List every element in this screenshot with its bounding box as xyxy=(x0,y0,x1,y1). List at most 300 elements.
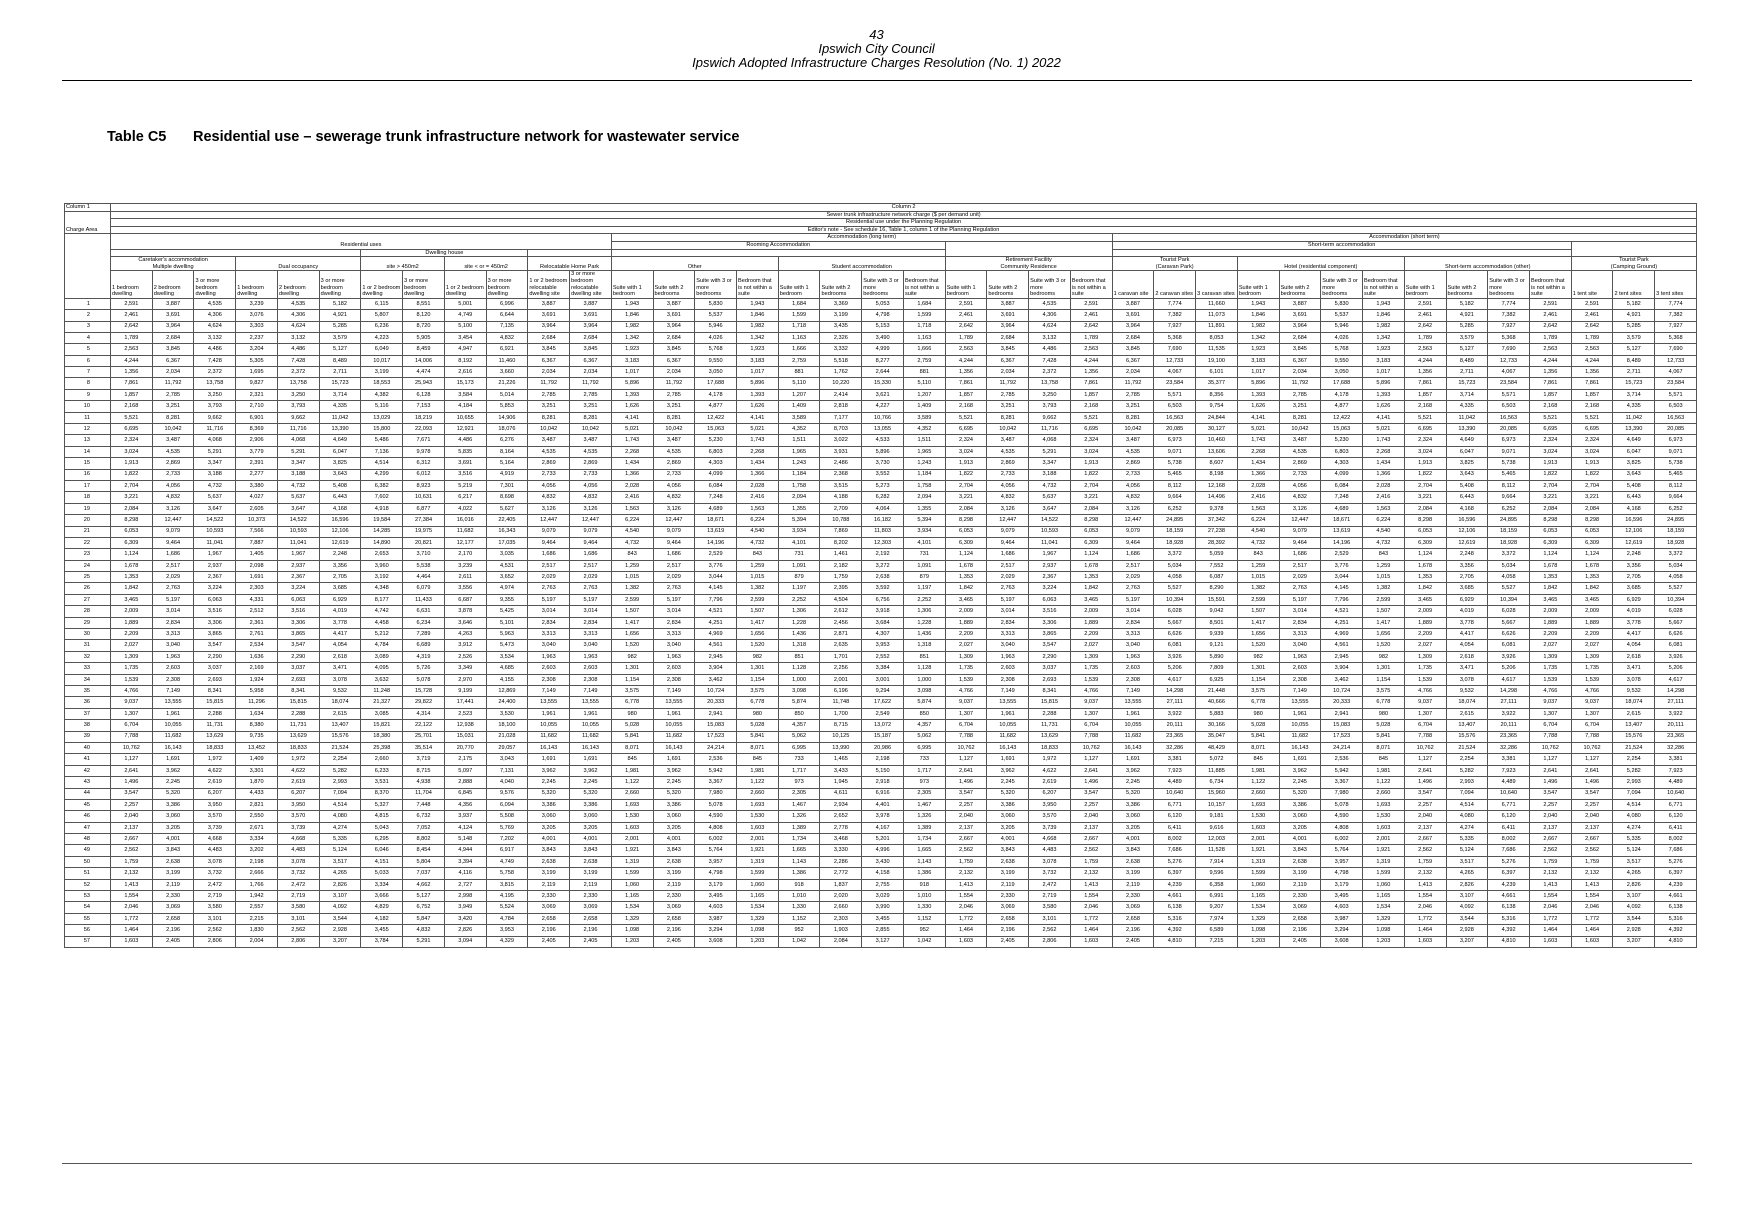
table-cell: 2,416 xyxy=(1237,492,1279,503)
table-cell: 1,717 xyxy=(778,765,820,776)
table-cell: 4,244 xyxy=(945,355,987,366)
table-cell: 1,684 xyxy=(903,298,945,309)
table-cell: 3,471 xyxy=(1446,663,1488,674)
table-cell: 1,759 xyxy=(1404,856,1446,867)
table-cell: 2,727 xyxy=(444,879,486,890)
table-cell: 9,079 xyxy=(528,526,570,537)
table-cell: 2,027 xyxy=(1529,640,1571,651)
table-cell: 2,472 xyxy=(277,879,319,890)
table-cell: 6,028 xyxy=(1154,606,1196,617)
table-cell: 1,098 xyxy=(737,925,779,936)
table-cell: 3,778 xyxy=(1613,617,1655,628)
table-cell: 4,540 xyxy=(611,526,653,537)
table-cell: 1,913 xyxy=(1571,458,1613,469)
table-cell: 2,084 xyxy=(820,936,862,947)
table-cell: 11,716 xyxy=(1029,424,1071,435)
table-cell: 12,733 xyxy=(1655,355,1697,366)
table-cell: 2,785 xyxy=(653,389,695,400)
table-cell: 1,857 xyxy=(945,389,987,400)
table-cell: 4,514 xyxy=(319,799,361,810)
table-cell: 4,274 xyxy=(1446,822,1488,833)
table-cell: 2,308 xyxy=(1112,674,1154,685)
table-cell: 5,841 xyxy=(737,731,779,742)
table-row xyxy=(65,310,1697,321)
table-cell: 5,033 xyxy=(361,868,403,879)
charge-area-cell: 30 xyxy=(65,629,111,640)
table-cell: 10,125 xyxy=(820,731,862,742)
table-cell: 2,245 xyxy=(152,777,194,788)
table-cell: 1,124 xyxy=(1070,549,1112,560)
table-cell: 1,326 xyxy=(778,811,820,822)
table-cell: 3,784 xyxy=(361,936,403,947)
table-cell: 8,298 xyxy=(1529,515,1571,526)
table-cell: 1,717 xyxy=(903,765,945,776)
table-cell: 3,014 xyxy=(1112,606,1154,617)
table-cell: 2,934 xyxy=(820,799,862,810)
table-cell: 1,982 xyxy=(1363,321,1405,332)
table-cell: 4,732 xyxy=(1237,537,1279,548)
table-cell: 2,667 xyxy=(1529,834,1571,845)
table-cell: 1,122 xyxy=(737,777,779,788)
table-caption: Residential use – sewerage trunk infrastructure network for wastewater service xyxy=(193,129,740,145)
table-cell: 973 xyxy=(903,777,945,788)
table-cell: 10,042 xyxy=(1112,424,1154,435)
table-cell: 2,308 xyxy=(152,674,194,685)
table-cell: 10,593 xyxy=(1029,526,1071,537)
table-cell: 4,080 xyxy=(1446,811,1488,822)
table-cell: 3,349 xyxy=(444,663,486,674)
table-cell: 2,763 xyxy=(570,583,612,594)
table-cell: 3,608 xyxy=(1321,936,1363,947)
table-cell: 2,132 xyxy=(1571,868,1613,879)
table-cell: 3,691 xyxy=(987,310,1029,321)
table-cell: 4,019 xyxy=(1446,606,1488,617)
table-cell: 6,196 xyxy=(820,686,862,697)
table-cell: 6,128 xyxy=(403,389,445,400)
table-cell: 2,599 xyxy=(737,594,779,605)
table-cell: 1,626 xyxy=(1363,401,1405,412)
council-name: Ipswich City Council xyxy=(818,41,935,56)
table-cell: 2,040 xyxy=(945,811,987,822)
table-cell: 1,203 xyxy=(1237,936,1279,947)
table-cell: 3,069 xyxy=(1112,902,1154,913)
table-cell: 3,089 xyxy=(361,651,403,662)
table-cell: 4,810 xyxy=(1488,936,1530,947)
table-cell: 11,704 xyxy=(403,788,445,799)
table-row xyxy=(65,435,1697,446)
table-cell: 1,382 xyxy=(1237,583,1279,594)
table-cell: 1,822 xyxy=(1070,469,1112,480)
table-cell: 2,759 xyxy=(903,355,945,366)
table-cell: 28,392 xyxy=(1196,537,1238,548)
table-cell: 2,658 xyxy=(570,913,612,924)
table-cell: 16,143 xyxy=(528,742,570,753)
table-cell: 27,238 xyxy=(1196,526,1238,537)
table-cell: 9,071 xyxy=(1154,446,1196,457)
table-cell: 6,367 xyxy=(1112,355,1154,366)
table-cell: 4,223 xyxy=(361,332,403,343)
column-header: Suite with 2 bedrooms xyxy=(1446,271,1488,298)
table-cell: 12,619 xyxy=(1446,537,1488,548)
table-cell: 5,197 xyxy=(1112,594,1154,605)
table-cell: 2,918 xyxy=(862,777,904,788)
table-cell: 14,522 xyxy=(1029,515,1071,526)
table-cell: 14,522 xyxy=(277,515,319,526)
charge-area-cell: 53 xyxy=(65,891,111,902)
table-cell: 6,053 xyxy=(1070,526,1112,537)
group-residential-uses: Residential uses xyxy=(111,234,612,249)
table-cell: 3,024 xyxy=(1529,446,1571,457)
table-cell: 8,715 xyxy=(403,765,445,776)
table-cell: 2,660 xyxy=(820,902,862,913)
table-cell: 11,731 xyxy=(1029,720,1071,731)
table-cell: 3,544 xyxy=(1446,913,1488,924)
charge-area-cell: 44 xyxy=(65,788,111,799)
table-cell: 2,405 xyxy=(653,936,695,947)
table-cell: 2,517 xyxy=(570,560,612,571)
table-cell: 1,963 xyxy=(528,651,570,662)
table-cell: 2,268 xyxy=(737,446,779,457)
table-cell: 1,735 xyxy=(111,663,153,674)
table-cell: 3,922 xyxy=(1488,708,1530,719)
table-cell: 2,834 xyxy=(1279,617,1321,628)
table-cell: 4,001 xyxy=(653,834,695,845)
table-cell: 7,690 xyxy=(1154,344,1196,355)
table-cell: 4,535 xyxy=(1029,298,1071,309)
table-cell: 4,685 xyxy=(486,663,528,674)
table-cell: 1,434 xyxy=(611,458,653,469)
table-cell: 3,865 xyxy=(1029,629,1071,640)
table-cell: 2,192 xyxy=(862,549,904,560)
table-cell: 6,626 xyxy=(1488,629,1530,640)
table-cell: 11,682 xyxy=(444,526,486,537)
table-cell: 4,335 xyxy=(319,401,361,412)
table-cell: 2,941 xyxy=(1321,708,1363,719)
table-cell: 5,164 xyxy=(486,458,528,469)
table-cell: 11,535 xyxy=(1196,344,1238,355)
table-cell: 5,521 xyxy=(1529,412,1571,423)
table-cell: 7,248 xyxy=(1321,492,1363,503)
table-cell: 13,758 xyxy=(1029,378,1071,389)
table-cell: 2,405 xyxy=(1112,936,1154,947)
table-cell: 1,759 xyxy=(820,572,862,583)
table-cell: 1,366 xyxy=(611,469,653,480)
table-cell: 4,141 xyxy=(737,412,779,423)
table-cell: 8,112 xyxy=(1488,480,1530,491)
table-cell: 2,405 xyxy=(152,936,194,947)
table-cell: 9,616 xyxy=(1196,822,1238,833)
table-cell: 1,743 xyxy=(737,435,779,446)
table-cell: 16,016 xyxy=(444,515,486,526)
table-cell: 2,405 xyxy=(987,936,1029,947)
table-cell: 1,554 xyxy=(111,891,153,902)
tourist-park-camping-label: Tourist Park xyxy=(1619,257,1649,264)
table-cell: 13,555 xyxy=(152,697,194,708)
table-cell: 1,386 xyxy=(778,868,820,879)
table-cell: 1,943 xyxy=(737,298,779,309)
table-cell: 3,050 xyxy=(695,367,737,378)
table-cell: 3,592 xyxy=(862,583,904,594)
table-cell: 1,656 xyxy=(737,629,779,640)
table-cell: 1,554 xyxy=(1070,891,1112,902)
table-cell: 6,224 xyxy=(611,515,653,526)
table-cell: 9,827 xyxy=(236,378,278,389)
table-cell: 8,177 xyxy=(361,594,403,605)
column-header: Suite with 1 bedroom xyxy=(611,271,653,298)
column-header: 2 bedroom dwelling xyxy=(152,271,194,298)
table-cell: 1,889 xyxy=(1571,617,1613,628)
table-cell: 2,308 xyxy=(653,674,695,685)
table-cell: 2,806 xyxy=(194,936,236,947)
charge-area-cell: 39 xyxy=(65,731,111,742)
table-cell: 1,165 xyxy=(1363,891,1405,902)
table-cell: 1,228 xyxy=(903,617,945,628)
table-cell: 3,964 xyxy=(653,321,695,332)
table-cell: 4,188 xyxy=(820,492,862,503)
table-cell: 1,539 xyxy=(945,674,987,685)
table-cell: 10,762 xyxy=(111,742,153,753)
table-cell: 3,739 xyxy=(277,822,319,833)
table-cell: 2,615 xyxy=(1446,708,1488,719)
table-cell: 16,563 xyxy=(1488,412,1530,423)
table-cell: 7,923 xyxy=(1154,765,1196,776)
table-cell: 973 xyxy=(778,777,820,788)
table-cell: 3,950 xyxy=(1029,799,1071,810)
table-cell: 2,557 xyxy=(236,902,278,913)
table-cell: 21,028 xyxy=(486,731,528,742)
table-cell: 2,638 xyxy=(862,572,904,583)
table-cell: 1,693 xyxy=(1363,799,1405,810)
table-cell: 6,309 xyxy=(1404,537,1446,548)
table-cell: 3,313 xyxy=(152,629,194,640)
table-cell: 2,705 xyxy=(319,572,361,583)
table-cell: 2,137 xyxy=(1404,822,1446,833)
table-cell: 13,555 xyxy=(1112,697,1154,708)
table-cell: 3,465 xyxy=(111,594,153,605)
table-cell: 4,001 xyxy=(1279,834,1321,845)
table-cell: 5,667 xyxy=(1154,617,1196,628)
subgroup-tourist-park-camping xyxy=(1571,257,1696,271)
table-cell: 8,459 xyxy=(403,344,445,355)
table-cell: 12,003 xyxy=(1196,834,1238,845)
table-cell: 2,619 xyxy=(277,777,319,788)
table-cell: 4,815 xyxy=(361,811,403,822)
table-cell: 5,305 xyxy=(236,355,278,366)
table-cell: 4,058 xyxy=(1655,572,1697,583)
table-cell: 1,530 xyxy=(611,811,653,822)
table-cell: 1,382 xyxy=(737,583,779,594)
table-cell: 3,107 xyxy=(1446,891,1488,902)
table-cell: 1,413 xyxy=(111,879,153,890)
table-cell: 15,063 xyxy=(695,424,737,435)
column-header: 3 or more bedroom relocatable dwelling site xyxy=(570,271,612,298)
table-cell: 3,865 xyxy=(194,629,236,640)
table-cell: 5,034 xyxy=(1655,560,1697,571)
table-cell: 2,330 xyxy=(987,891,1029,902)
table-cell: 2,367 xyxy=(277,572,319,583)
table-cell: 3,205 xyxy=(1279,822,1321,833)
table-cell: 9,071 xyxy=(1488,446,1530,457)
table-cell: 19,100 xyxy=(1196,355,1238,366)
table-cell: 5,527 xyxy=(1655,583,1697,594)
table-cell: 2,667 xyxy=(1070,834,1112,845)
table-cell: 1,913 xyxy=(1529,458,1571,469)
table-cell: 3,199 xyxy=(570,868,612,879)
table-cell: 1,309 xyxy=(1404,651,1446,662)
table-cell: 4,521 xyxy=(1321,606,1363,617)
table-cell: 23,584 xyxy=(1655,378,1697,389)
table-cell: 4,766 xyxy=(1529,686,1571,697)
table-cell: 20,085 xyxy=(1154,424,1196,435)
table-cell: 6,929 xyxy=(1613,594,1655,605)
table-cell: 22,122 xyxy=(403,720,445,731)
table-cell: 3,739 xyxy=(194,822,236,833)
table-cell: 2,534 xyxy=(236,640,278,651)
table-cell: 16,563 xyxy=(1655,412,1697,423)
table-cell: 5,021 xyxy=(1363,424,1405,435)
table-cell: 3,199 xyxy=(1279,868,1321,879)
table-cell: 18,159 xyxy=(1655,526,1697,537)
table-cell: 4,433 xyxy=(236,788,278,799)
table-cell: 1,789 xyxy=(111,332,153,343)
table-cell: 2,704 xyxy=(1571,480,1613,491)
table-cell: 5,028 xyxy=(1363,720,1405,731)
charge-area-cell: 48 xyxy=(65,834,111,845)
table-cell: 2,268 xyxy=(1363,446,1405,457)
table-cell: 23,584 xyxy=(1488,378,1530,389)
table-cell: 1,413 xyxy=(1404,879,1446,890)
table-cell: 11,792 xyxy=(1279,378,1321,389)
editors-note: Editor's note - See schedule 16, Table 1, column 1 of the Planning Regulation xyxy=(111,226,1697,234)
table-cell: 4,307 xyxy=(862,629,904,640)
table-cell: 4,329 xyxy=(486,936,528,947)
table-row xyxy=(65,925,1697,936)
table-cell: 1,735 xyxy=(1404,663,1446,674)
table-cell: 4,348 xyxy=(361,583,403,594)
table-cell: 3,356 xyxy=(319,560,361,571)
table-cell: 5,571 xyxy=(1488,389,1530,400)
table-cell: 16,343 xyxy=(486,526,528,537)
table-cell: 4,947 xyxy=(444,344,486,355)
table-cell: 3,183 xyxy=(1237,355,1279,366)
table-cell: 6,626 xyxy=(1655,629,1697,640)
table-cell: 4,483 xyxy=(194,845,236,856)
table-cell: 18,074 xyxy=(319,697,361,708)
table-row xyxy=(65,868,1697,879)
table-cell: 4,099 xyxy=(1321,469,1363,480)
table-cell: 1,464 xyxy=(1529,925,1571,936)
table-cell: 4,798 xyxy=(695,868,737,879)
table-cell: 2,603 xyxy=(1112,663,1154,674)
table-cell: 3,381 xyxy=(1655,754,1697,765)
table-cell: 7,215 xyxy=(1196,936,1238,947)
table-cell: 6,687 xyxy=(444,594,486,605)
table-cell: 3,691 xyxy=(570,310,612,321)
table-cell: 10,055 xyxy=(653,720,695,731)
table-cell: 10,593 xyxy=(277,526,319,537)
table-cell: 4,151 xyxy=(361,856,403,867)
charge-area-cell: 21 xyxy=(65,526,111,537)
table-cell: 5,127 xyxy=(1446,344,1488,355)
charge-area-cell: 16 xyxy=(65,469,111,480)
table-cell: 1,127 xyxy=(1404,754,1446,765)
table-cell: 1,353 xyxy=(111,572,153,583)
table-cell: 6,397 xyxy=(1655,868,1697,879)
table-cell: 1,963 xyxy=(570,651,612,662)
table-cell: 2,391 xyxy=(236,458,278,469)
table-cell: 5,571 xyxy=(1655,389,1697,400)
table-cell: 6,695 xyxy=(1404,424,1446,435)
table-cell: 2,684 xyxy=(528,332,570,343)
table-cell: 4,058 xyxy=(1154,572,1196,583)
table-cell: 5,758 xyxy=(486,868,528,879)
table-cell: 1,665 xyxy=(903,845,945,856)
table-cell: 7,037 xyxy=(403,868,445,879)
table-cell: 5,291 xyxy=(1029,446,1071,457)
table-cell: 3,950 xyxy=(194,799,236,810)
table-cell: 2,461 xyxy=(1571,310,1613,321)
table-cell: 2,806 xyxy=(1029,936,1071,947)
table-cell: 1,961 xyxy=(1112,708,1154,719)
table-cell: 1,465 xyxy=(820,754,862,765)
table-cell: 3,050 xyxy=(1321,367,1363,378)
table-cell: 3,556 xyxy=(444,583,486,594)
charge-area-cell: 45 xyxy=(65,799,111,810)
table-cell: 1,846 xyxy=(1237,310,1279,321)
table-cell: 5,841 xyxy=(611,731,653,742)
table-cell: 6,929 xyxy=(319,594,361,605)
table-cell: 2,034 xyxy=(653,367,695,378)
table-cell: 4,668 xyxy=(194,834,236,845)
table-cell: 5,276 xyxy=(1655,856,1697,867)
table-cell: 8,164 xyxy=(486,446,528,457)
table-cell: 7,788 xyxy=(1529,731,1571,742)
column-header: 1 or 2 bedroom relocatable dwelling site xyxy=(528,271,570,298)
table-cell: 8,489 xyxy=(1613,355,1655,366)
table-cell: 2,196 xyxy=(570,925,612,936)
table-cell: 3,845 xyxy=(152,344,194,355)
table-cell: 9,662 xyxy=(1029,412,1071,423)
table-cell: 843 xyxy=(1237,549,1279,560)
table-cell: 24,895 xyxy=(1655,515,1697,526)
table-cell: 3,221 xyxy=(1070,492,1112,503)
table-cell: 1,943 xyxy=(1363,298,1405,309)
table-cell: 9,042 xyxy=(1196,606,1238,617)
table-cell: 2,046 xyxy=(1529,902,1571,913)
table-cell: 11,528 xyxy=(1196,845,1238,856)
page-number: 43 xyxy=(869,27,884,42)
table-cell: 1,857 xyxy=(1529,389,1571,400)
table-cell: 3,487 xyxy=(570,435,612,446)
table-cell: 1,822 xyxy=(1404,469,1446,480)
table-cell: 10,762 xyxy=(1404,742,1446,753)
table-cell: 2,733 xyxy=(653,469,695,480)
table-cell: 2,667 xyxy=(1571,834,1613,845)
table-cell: 5,127 xyxy=(403,891,445,902)
table-cell: 3,465 xyxy=(1404,594,1446,605)
table-cell: 5,072 xyxy=(1196,754,1238,765)
table-cell: 7,301 xyxy=(486,480,528,491)
table-cell: 3,931 xyxy=(820,446,862,457)
table-cell: 3,037 xyxy=(194,663,236,674)
table-cell: 2,330 xyxy=(152,891,194,902)
table-cell: 2,563 xyxy=(1529,344,1571,355)
table-cell: 1,434 xyxy=(1237,458,1279,469)
table-cell: 1,945 xyxy=(820,777,862,788)
table-cell: 5,335 xyxy=(319,834,361,845)
table-cell: 24,895 xyxy=(1154,515,1196,526)
table-cell: 4,124 xyxy=(444,822,486,833)
